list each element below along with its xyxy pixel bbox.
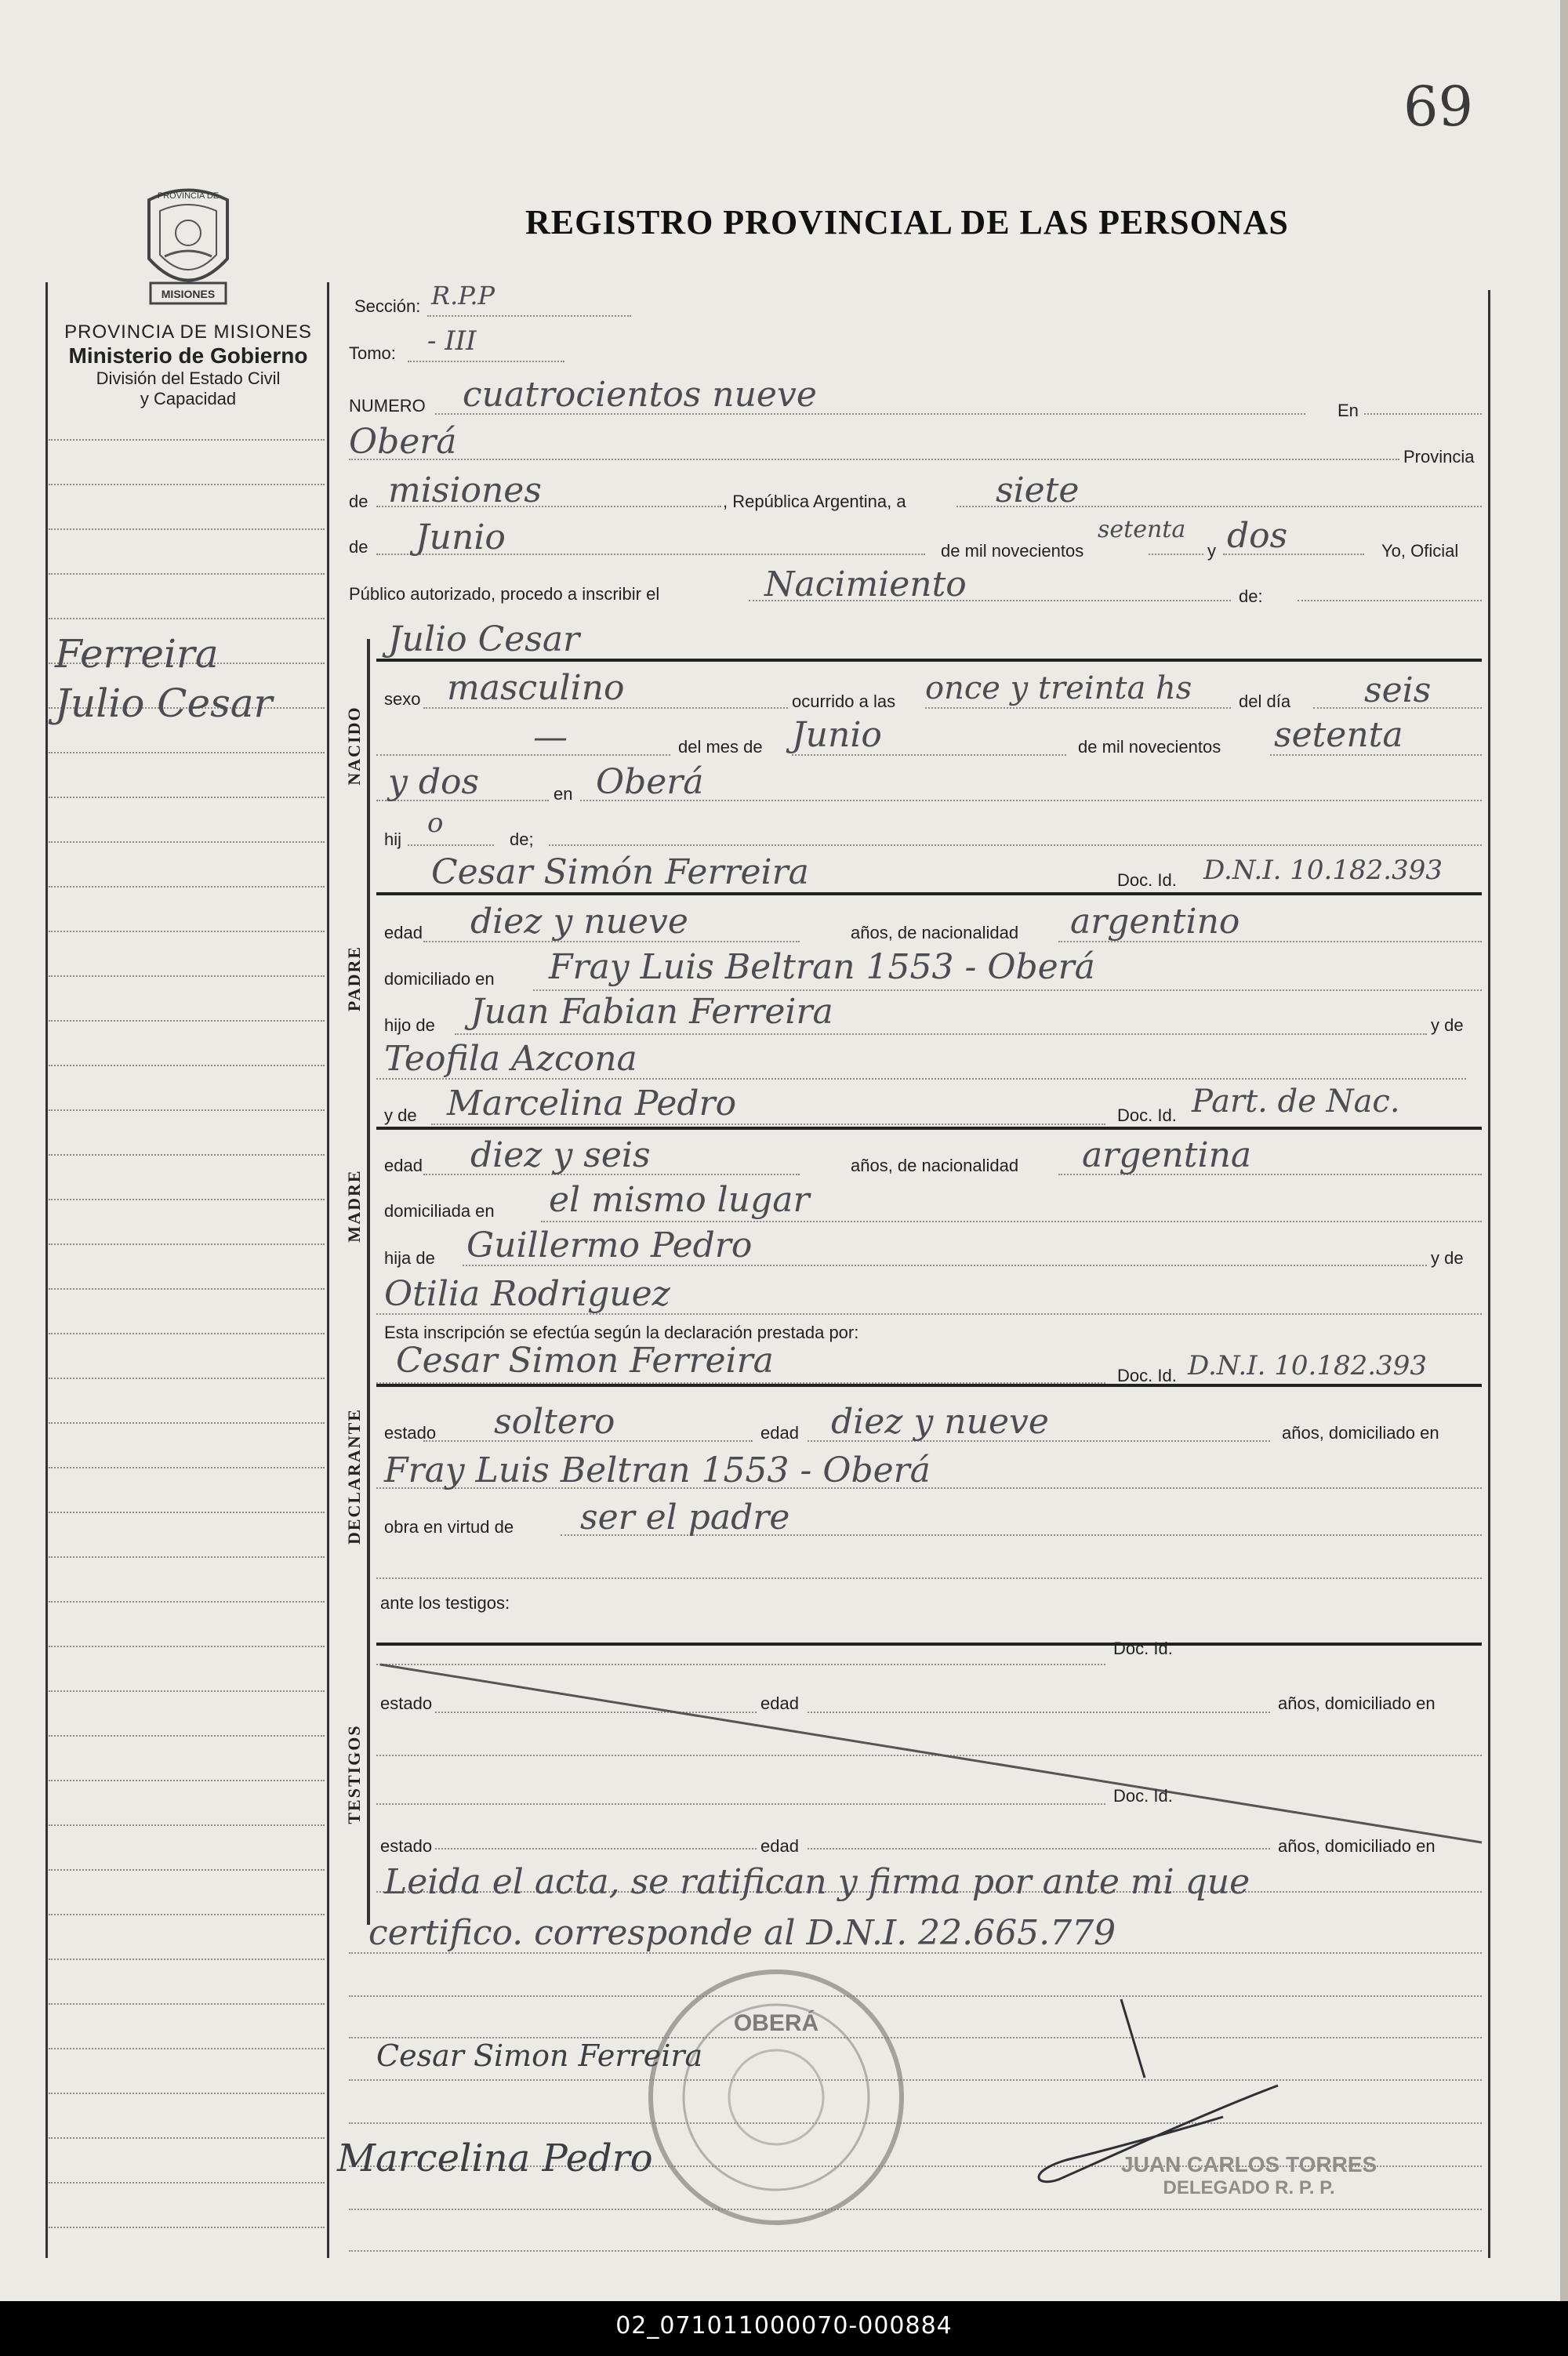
value-padre-doc: D.N.I. 10.182.393: [1203, 855, 1443, 886]
value-lugar-nac: Oberá: [596, 762, 704, 802]
section-separator: [376, 892, 1482, 895]
section-testigos: TESTIGOS: [344, 1724, 364, 1824]
margin-rule: [49, 1869, 325, 1871]
label-domiciliada-en: domiciliada en: [384, 1201, 495, 1221]
value-anio-nac-2: y dos: [388, 762, 480, 802]
margin-rule: [49, 1467, 325, 1468]
field-line: [376, 1382, 1105, 1384]
value-tomo: - III: [427, 325, 477, 357]
seal-text-bottom: MISIONES: [161, 288, 216, 300]
label-edad: edad: [760, 1693, 799, 1713]
field-line: [349, 2250, 1482, 2252]
value-mes-nac: Junio: [792, 715, 882, 755]
field-line: [1364, 413, 1482, 415]
value-padre-padre: Juan Fabian Ferreira: [470, 992, 833, 1032]
label-edad: edad: [384, 1156, 423, 1175]
margin-rule: [49, 1154, 325, 1156]
label-del-mes: del mes de: [678, 737, 763, 757]
stamp-text: OBERÁ: [733, 2010, 819, 2036]
margin-rule: [49, 2048, 325, 2049]
field-line: [408, 361, 564, 362]
left-margin-line: [45, 282, 48, 2258]
margin-rule: [49, 841, 325, 843]
value-madre-padre: Guillermo Pedro: [466, 1225, 753, 1265]
signature-declarante: Cesar Simon Ferreira: [376, 2038, 703, 2073]
section-nacido: NACIDO: [344, 706, 364, 786]
value-madre-dom: el mismo lugar: [549, 1180, 810, 1220]
label-doc-id: Doc. Id.: [1117, 1366, 1177, 1385]
label-en-lugar: en: [554, 784, 573, 804]
margin-rule: [49, 886, 325, 888]
label-publico: Público autorizado, procedo a inscribir el: [349, 584, 660, 604]
footer-id: 02_071011000070-000884: [615, 2312, 953, 2340]
margin-rule: [49, 1020, 325, 1022]
label-ante-testigos: ante los testigos:: [380, 1593, 510, 1613]
value-decl-virtud: ser el padre: [580, 1497, 790, 1537]
margin-rule: [49, 573, 325, 575]
margin-rule: [49, 2093, 325, 2094]
value-madre-nombre: Marcelina Pedro: [447, 1084, 737, 1124]
official-stamp: [643, 1964, 909, 2231]
value-lugar: Oberá: [349, 422, 457, 462]
margin-rule: [49, 931, 325, 932]
page-number: 69: [1403, 74, 1474, 139]
label-y-de: y de: [1431, 1015, 1464, 1035]
center-divider-line: [327, 282, 329, 2258]
margin-rule: [49, 1243, 325, 1245]
label-en: En: [1338, 401, 1359, 420]
margin-rule: [49, 1333, 325, 1334]
margin-rule: [49, 1824, 325, 1826]
label-y-de-madre: y de: [384, 1105, 417, 1125]
label-yo-oficial: Yo, Oficial: [1381, 541, 1459, 561]
value-seccion: R.P.P: [431, 281, 495, 310]
value-dia-letras: siete: [996, 470, 1080, 510]
label-doc-id: Doc. Id.: [1113, 1639, 1173, 1658]
footer-bar: [0, 2301, 1568, 2356]
section-separator: [376, 1127, 1482, 1130]
label-y-de: y de: [1431, 1248, 1464, 1268]
value-sexo: masculino: [447, 668, 625, 708]
label-de-mil-2: de mil novecientos: [1078, 737, 1221, 757]
field-line: [431, 1124, 1105, 1125]
label-ocurrido: ocurrido a las: [792, 692, 896, 711]
label-anos-domiciliado: años, domiciliado en: [1278, 1836, 1436, 1856]
label-de: de: [349, 492, 368, 511]
closing-line-1: Leida el acta, se ratifican y firma por ante mi que: [384, 1862, 1250, 1902]
label-declaracion: Esta inscripción se efectúa según la declaración prestada por:: [384, 1323, 859, 1342]
label-edad: edad: [760, 1423, 799, 1443]
section-padre: PADRE: [344, 945, 364, 1012]
label-doc-id: Doc. Id.: [1117, 1105, 1177, 1125]
margin-rule: [49, 1109, 325, 1111]
margin-rule: [49, 975, 325, 977]
right-margin-line: [1488, 290, 1490, 2258]
margin-rule: [49, 618, 325, 619]
label-provincia: Provincia: [1403, 447, 1475, 466]
margin-rule: [49, 2227, 325, 2228]
margin-rule: [49, 484, 325, 485]
label-sexo: sexo: [384, 689, 421, 709]
margin-rule: [49, 528, 325, 530]
label-del-dia: del día: [1239, 692, 1291, 711]
margin-rule: [49, 1378, 325, 1379]
seal-text-top: PROVINCIA DE: [157, 191, 220, 201]
field-line: [1149, 554, 1203, 555]
value-padre-madre: Teofila Azcona: [384, 1039, 637, 1079]
value-madre-doc: Part. de Nac.: [1192, 1084, 1400, 1120]
margin-rule: [49, 752, 325, 753]
capacity-line: y Capacidad: [140, 389, 237, 408]
value-anio: dos: [1227, 516, 1288, 556]
field-line: [455, 1033, 1427, 1035]
field-line: [549, 844, 1482, 846]
margin-rule: [49, 1422, 325, 1424]
signature-madre: Marcelina Pedro: [337, 2136, 653, 2180]
label-numero: NUMERO: [349, 396, 426, 416]
field-line: [1298, 600, 1482, 601]
value-provincia: misiones: [388, 470, 542, 510]
margin-rule: [49, 2003, 325, 2005]
field-line: [580, 800, 1482, 801]
value-anio-nac: setenta: [1274, 715, 1403, 755]
margin-rule: [49, 1780, 325, 1781]
label-edad: edad: [760, 1836, 799, 1856]
value-decl-estado: soltero: [494, 1402, 615, 1442]
witnesses-crossout: [376, 1661, 1490, 1849]
label-seccion: Sección:: [354, 296, 421, 316]
value-decl-nombre: Cesar Simon Ferreira: [396, 1341, 774, 1381]
label-hij: hij: [384, 830, 402, 849]
margin-rule: [49, 1288, 325, 1290]
margin-rule: [49, 439, 325, 441]
value-dia-nac: seis: [1364, 670, 1432, 710]
value-guion: —: [533, 717, 568, 757]
margin-rule: [49, 2182, 325, 2184]
label-de-mil: de mil novecientos: [941, 541, 1084, 561]
value-madre-nac: argentina: [1082, 1135, 1252, 1175]
field-line: [376, 754, 670, 756]
value-acto: Nacimiento: [764, 564, 967, 604]
label-obra: obra en virtud de: [384, 1517, 514, 1537]
value-madre-madre: Otilia Rodriguez: [384, 1274, 670, 1314]
field-line: [349, 1995, 1482, 1997]
label-de: de: [349, 537, 368, 557]
value-decada: setenta: [1098, 516, 1186, 543]
label-estado: estado: [384, 1423, 437, 1443]
value-hij-suffix: o: [427, 808, 444, 839]
field-line: [349, 459, 1399, 460]
field-line: [427, 315, 631, 317]
margin-rule: [49, 1601, 325, 1603]
margin-rule: [49, 1690, 325, 1692]
officer-block: [1121, 2152, 1377, 2199]
field-line: [533, 989, 1482, 991]
officer-name: JUAN CARLOS TORRES: [1121, 2152, 1377, 2176]
field-line: [376, 1577, 1482, 1579]
value-mes: Junio: [416, 517, 506, 557]
label-anos-domiciliado: años, domiciliado en: [1278, 1693, 1436, 1713]
section-separator: [376, 1643, 1482, 1646]
section-separator: [376, 1384, 1482, 1387]
value-padre-nombre: Cesar Simón Ferreira: [431, 852, 809, 892]
label-republica: , República Argentina, a: [723, 492, 906, 511]
field-line: [349, 2079, 1482, 2081]
label-y: y: [1207, 541, 1216, 561]
value-padre-dom: Fray Luis Beltran 1553 - Oberá: [549, 947, 1095, 987]
margin-rule: [49, 2137, 325, 2139]
value-padre-edad: diez y nueve: [470, 902, 688, 942]
margin-rule: [49, 1958, 325, 1960]
province-block: [47, 321, 329, 409]
label-edad: edad: [384, 923, 423, 942]
label-de-semicolon: de;: [510, 830, 534, 849]
value-hora: once y treinta hs: [925, 670, 1192, 706]
section-bar: [367, 639, 370, 1925]
ministry-line: Ministerio de Gobierno: [68, 343, 308, 368]
label-hija-de: hija de: [384, 1248, 435, 1268]
margin-rule: [49, 1646, 325, 1647]
value-decl-dom: Fray Luis Beltran 1553 - Oberá: [384, 1450, 931, 1490]
page-title: REGISTRO PROVINCIAL DE LAS PERSONAS: [525, 203, 1289, 241]
label-de-colon: de:: [1239, 586, 1263, 606]
field-line: [541, 1221, 1482, 1222]
label-domiciliado-en: domiciliado en: [384, 969, 495, 989]
closing-line-2: certifico. corresponde al D.N.I. 22.665.779: [368, 1913, 1116, 1953]
field-line: [408, 844, 494, 846]
province-line: PROVINCIA DE MISIONES: [64, 321, 312, 343]
value-decl-edad: diez y nueve: [831, 1402, 1049, 1442]
officer-title: DELEGADO R. P. P.: [1163, 2177, 1335, 2198]
margin-rule: [49, 1556, 325, 1558]
section-madre: MADRE: [344, 1169, 364, 1243]
margin-name: Julio Cesar: [55, 681, 273, 726]
label-doc-id: Doc. Id.: [1117, 870, 1177, 890]
division-line: División del Estado Civil: [96, 368, 281, 388]
field-line: [349, 2209, 1482, 2210]
value-decl-doc: D.N.I. 10.182.393: [1188, 1350, 1427, 1381]
value-nombre: Julio Cesar: [388, 619, 580, 659]
value-padre-nac: argentino: [1070, 902, 1240, 942]
value-numero: cuatrocientos nueve: [463, 375, 817, 415]
margin-rule: [49, 1065, 325, 1066]
label-doc-id: Doc. Id.: [1113, 1786, 1173, 1806]
field-line: [925, 707, 1231, 709]
margin-rule: [49, 797, 325, 798]
margin-rule: [49, 1914, 325, 1915]
provincial-seal: [133, 184, 243, 308]
page-edge: [1560, 0, 1568, 2301]
label-estado: estado: [380, 1693, 433, 1713]
label-anos-nac: años, de nacionalidad: [851, 923, 1019, 942]
section-declarante: DECLARANTE: [344, 1407, 364, 1545]
margin-rule: [49, 1199, 325, 1200]
margin-rule: [49, 1735, 325, 1737]
value-madre-edad: diez y seis: [470, 1135, 651, 1175]
label-anos-nac: años, de nacionalidad: [851, 1156, 1019, 1175]
field-line: [349, 2122, 1482, 2124]
label-tomo: Tomo:: [349, 343, 396, 363]
label-anos-domiciliado: años, domiciliado en: [1282, 1423, 1439, 1443]
margin-surname: Ferreira: [55, 631, 219, 677]
margin-rule: [49, 1512, 325, 1513]
label-estado: estado: [380, 1836, 433, 1856]
label-hijo-de: hijo de: [384, 1015, 435, 1035]
